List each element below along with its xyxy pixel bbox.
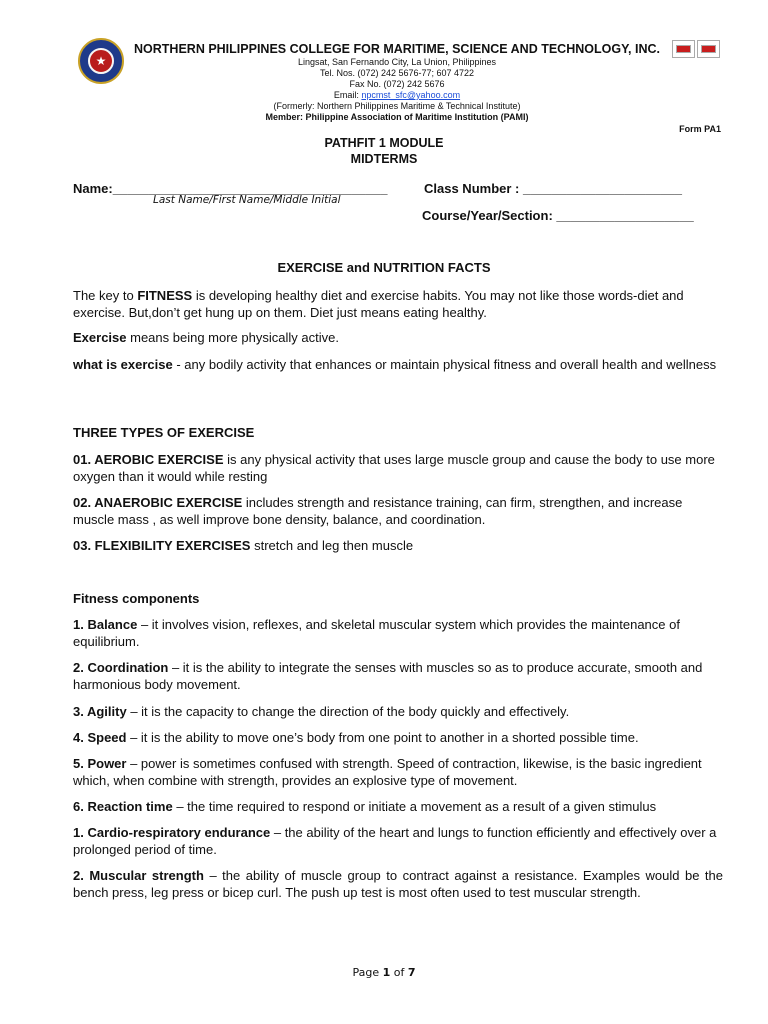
course-year-section-field[interactable]: Course/Year/Section: ___________________ <box>422 208 694 223</box>
module-title: PATHFIT 1 MODULE <box>324 136 444 150</box>
components-heading: Fitness components <box>73 591 200 606</box>
section-title: EXERCISE and NUTRITION FACTS <box>277 260 491 275</box>
list-item: 02. ANAEROBIC EXERCISE includes strength and resistance training, can firm, strengthen, and increase muscle mass , as well improve bone density, balance, and coordination. <box>73 495 683 527</box>
college-telephone: Tel. Nos. (072) 242 5676-77; 607 4722 <box>319 68 475 78</box>
list-item: 1. Cardio-respiratory endurance – the ability of the heart and lungs to function efficiently and effectively over a prolonged period of time. <box>73 825 717 857</box>
college-address: Lingsat, San Fernando City, La Union, Philippines <box>298 57 496 67</box>
college-formerly: (Formerly: Northern Philippines Maritime & Technical Institute) <box>273 101 521 111</box>
email-label: Email: <box>333 90 362 100</box>
name-field[interactable]: Name:______________________________________ <box>73 181 388 196</box>
email-link[interactable]: npcmst_sfc@yahoo.com <box>361 90 461 100</box>
list-item: 6. Reaction time – the time required to respond or initiate a movement as a result of a given stimulus <box>73 799 657 814</box>
college-name: NORTHERN PHILIPPINES COLLEGE FOR MARITIME, SCIENCE AND TECHNOLOGY, INC. <box>134 42 660 56</box>
list-item: 1. Balance – it involves vision, reflexes, and skeletal muscular system which provides the maintenance of equilibrium. <box>73 617 680 649</box>
college-membership: Member: Philippine Association of Maritime Institution (PAMI) <box>265 112 529 122</box>
college-email-line <box>70 90 724 101</box>
name-field-hint: Last Name/First Name/Middle Initial <box>153 194 341 206</box>
list-item: 5. Power – power is sometimes confused with strength. Speed of contraction, likewise, is the basic ingredient which, when combine with strength, provides an explosive type of movement. <box>73 756 702 788</box>
what-is-exercise: what is exercise - any bodily activity that enhances or maintain physical fitness and overall health and wellness <box>73 357 717 372</box>
form-code: Form PA1 <box>679 124 721 134</box>
types-heading: THREE TYPES OF EXERCISE <box>73 425 255 440</box>
list-item: 01. AEROBIC EXERCISE is any physical activity that uses large muscle group and cause the body to use more oxygen than it would while resting <box>73 452 715 484</box>
class-number-field[interactable]: Class Number : ______________________ <box>424 181 683 196</box>
list-item: 4. Speed – it is the ability to move one’s body from one point to another in a shorted possible time. <box>73 730 639 745</box>
intro-paragraph: The key to FITNESS is developing healthy diet and exercise habits. You may not like those words-diet and exercise. But,don’t get hung up on them. Diet just means eating healthy. <box>73 288 684 320</box>
list-item: 2. Coordination – it is the ability to integrate the senses with muscles so as to produce accurate, smooth and harmonious body movement. <box>73 660 703 692</box>
college-seal-logo: ★ <box>78 38 124 84</box>
page-number: Page 1 of 7 <box>352 966 416 979</box>
exercise-definition: Exercise means being more physically active. <box>73 330 339 345</box>
list-item: 3. Agility – it is the capacity to change the direction of the body quickly and effectively. <box>73 704 570 719</box>
list-item: 03. FLEXIBILITY EXERCISES stretch and leg then muscle <box>73 538 414 553</box>
college-fax: Fax No. (072) 242 5676 <box>349 79 445 89</box>
list-item: 2. Muscular strength – the ability of muscle group to contract against a resistance. Examples would be the bench press, leg press or bicep curl. The push up test is most often used to test muscular strength. <box>73 868 724 900</box>
module-subtitle: MIDTERMS <box>350 152 418 166</box>
